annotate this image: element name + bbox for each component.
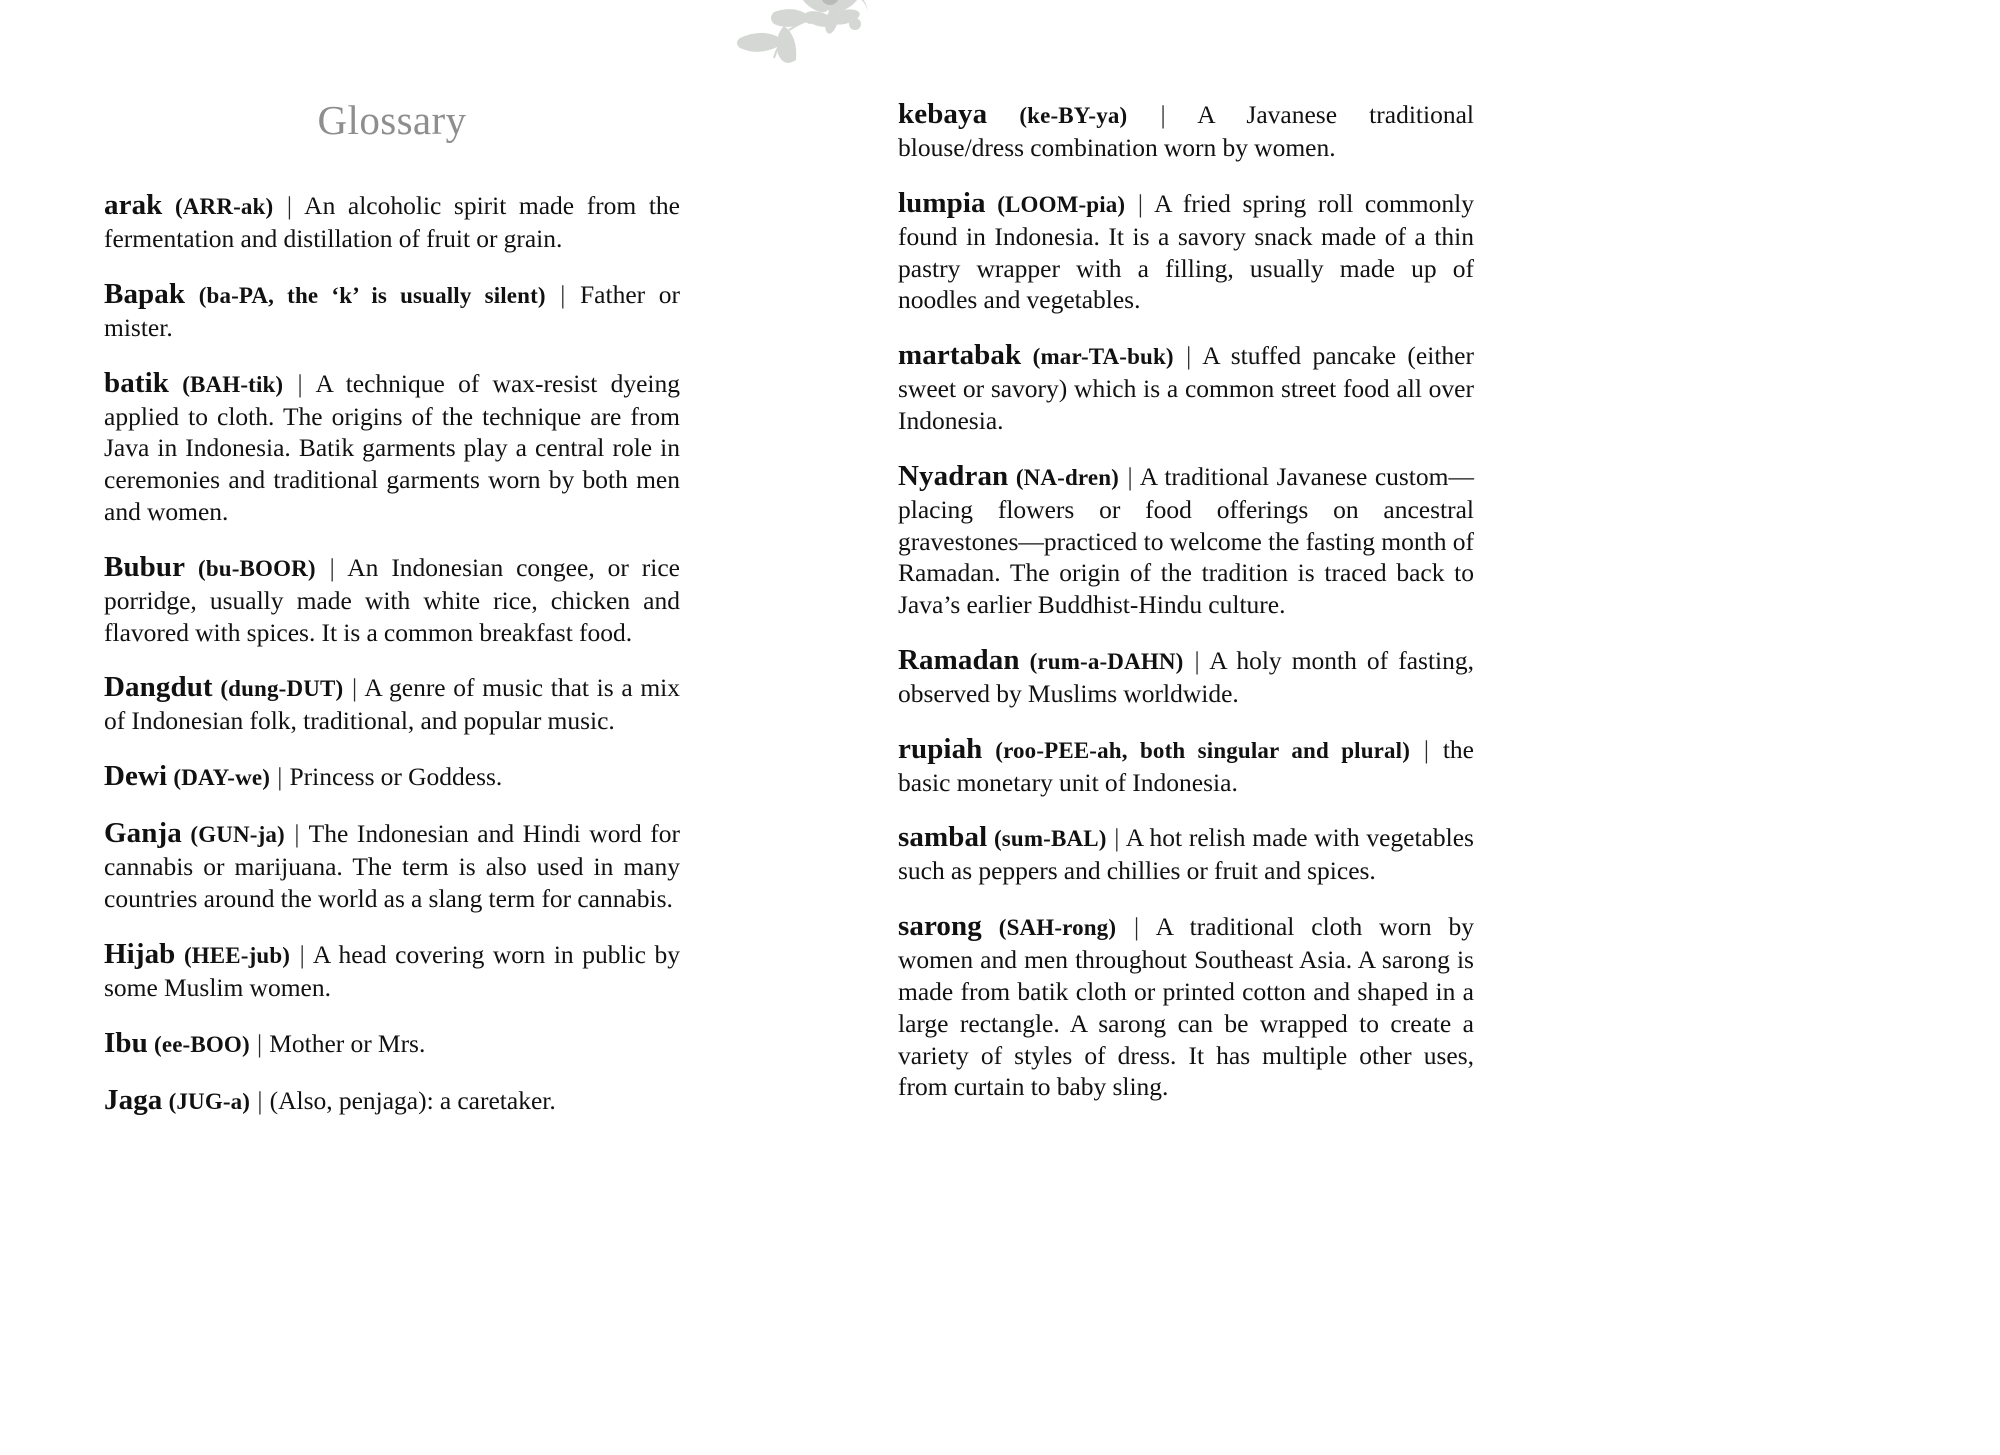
glossary-entry bbox=[104, 1025, 680, 1061]
entry-separator: | bbox=[1194, 645, 1200, 675]
entry-separator: | bbox=[1114, 823, 1120, 853]
glossary-entry bbox=[104, 187, 680, 255]
glossary-entry bbox=[104, 815, 680, 915]
entry-separator: | bbox=[560, 279, 566, 309]
entry-separator: | bbox=[1134, 912, 1140, 942]
entry-definition: A traditional Javanese custom—placing flowers or food offerings on ancestral gravestones—practiced to welcome the fasting month of Ramadan. The origin of the tradition is traced back to Java’s earlier Buddhist-Hindu culture. bbox=[898, 461, 1474, 619]
entry-definition: A Javanese traditional blouse/dress combination worn by women. bbox=[898, 100, 1474, 163]
entry-separator: | bbox=[286, 191, 292, 220]
entry-pronunciation: (roo-PEE-ah, both singular and plural) bbox=[995, 737, 1411, 763]
entry-pronunciation: (bu-BOOR) bbox=[198, 555, 316, 581]
entry-separator: | bbox=[294, 819, 300, 849]
entry-pronunciation: (BAH-tik) bbox=[182, 371, 284, 397]
entry-headword: Hijab bbox=[104, 937, 176, 970]
glossary-entry bbox=[104, 758, 680, 794]
glossary-entry bbox=[898, 185, 1474, 316]
entry-definition: Father or mister. bbox=[104, 279, 680, 342]
entry-pronunciation: (GUN-ja) bbox=[190, 822, 285, 848]
entry-headword: Nyadran bbox=[898, 459, 1009, 492]
entry-headword: Ibu bbox=[104, 1026, 148, 1059]
entry-definition: A hot relish made with vegetables such as peppers and chillies or fruit and spices. bbox=[898, 823, 1474, 886]
entry-definition: Princess or Goddess. bbox=[289, 762, 503, 792]
glossary-entry bbox=[898, 337, 1474, 437]
entry-separator: | bbox=[277, 762, 283, 792]
entry-separator: | bbox=[256, 1028, 263, 1058]
glossary-entry-list-left bbox=[104, 187, 680, 1118]
entry-definition: the basic monetary unit of Indonesia. bbox=[898, 734, 1474, 797]
right-column bbox=[898, 0, 1474, 1103]
entry-headword: Jaga bbox=[104, 1083, 163, 1116]
entry-separator: | bbox=[1137, 188, 1143, 218]
entry-separator: | bbox=[1160, 100, 1166, 129]
entry-separator: | bbox=[299, 939, 305, 969]
glossary-entry bbox=[898, 96, 1474, 164]
entry-separator: | bbox=[1186, 341, 1192, 371]
entry-definition: (Also, penjaga): a caretaker. bbox=[269, 1085, 556, 1115]
entry-headword: Bubur bbox=[104, 550, 186, 583]
entry-pronunciation: (ARR-ak) bbox=[174, 194, 274, 219]
entry-headword: sambal bbox=[898, 821, 988, 854]
floral-ornament-icon bbox=[722, 0, 892, 72]
entry-pronunciation: (dung-DUT) bbox=[220, 676, 344, 702]
entry-headword: lumpia bbox=[898, 186, 986, 219]
glossary-entry bbox=[898, 908, 1474, 1103]
entry-headword: rupiah bbox=[898, 732, 983, 765]
entry-headword: Ganja bbox=[104, 817, 182, 850]
entry-pronunciation: (rum-a-DAHN) bbox=[1029, 648, 1184, 674]
glossary-entry bbox=[898, 458, 1474, 621]
entry-separator: | bbox=[329, 552, 335, 582]
glossary-entry-list-right bbox=[898, 96, 1474, 1103]
entry-definition: A stuffed pancake (either sweet or savory) which is a common street food all over Indonesia. bbox=[898, 341, 1474, 435]
entry-headword: Ramadan bbox=[898, 643, 1020, 676]
entry-pronunciation: (ee-BOO) bbox=[154, 1031, 250, 1057]
entry-definition: An alcoholic spirit made from the fermentation and distillation of fruit or grain. bbox=[104, 191, 680, 254]
entry-headword: Dangdut bbox=[104, 671, 213, 704]
entry-separator: | bbox=[351, 673, 358, 703]
entry-headword: kebaya bbox=[898, 98, 988, 130]
entry-definition: A fried spring roll commonly found in Indonesia. It is a savory snack made of a thin pastry wrapper with a filling, usually made up of noodles and vegetables. bbox=[898, 188, 1474, 315]
entry-definition: Mother or Mrs. bbox=[269, 1028, 426, 1058]
entry-separator: | bbox=[257, 1085, 263, 1115]
entry-definition: The Indonesian and Hindi word for cannabis or marijuana. The term is also used in many countries around the world as a slang term for cannabis. bbox=[104, 819, 680, 913]
entry-pronunciation: (DAY-we) bbox=[173, 765, 271, 791]
entry-pronunciation: (ba-PA, the ‘k’ is usually silent) bbox=[198, 282, 546, 308]
entry-pronunciation: (HEE-jub) bbox=[183, 942, 291, 968]
glossary-entry bbox=[104, 1082, 680, 1118]
entry-separator: | bbox=[297, 368, 303, 398]
entry-pronunciation: (sum-BAL) bbox=[994, 826, 1107, 852]
entry-definition: A head covering worn in public by some Muslim women. bbox=[104, 939, 680, 1002]
glossary-entry bbox=[104, 365, 680, 528]
entry-pronunciation: (SAH-rong) bbox=[998, 915, 1117, 941]
entry-separator: | bbox=[1423, 734, 1429, 764]
glossary-entry bbox=[898, 731, 1474, 799]
entry-pronunciation: (JUG-a) bbox=[168, 1088, 251, 1114]
glossary-entry bbox=[104, 549, 680, 649]
entry-definition: A technique of wax-resist dyeing applied to cloth. The origins of the technique are from Java in Indonesia. Batik garments play a central role in ceremonies and traditional garments worn by both men and women. bbox=[104, 368, 680, 526]
glossary-entry bbox=[104, 669, 680, 737]
glossary-entry bbox=[104, 936, 680, 1004]
entry-pronunciation: (LOOM-pia) bbox=[997, 191, 1126, 217]
glossary-entry bbox=[898, 819, 1474, 887]
entry-pronunciation: (ke-BY-ya) bbox=[1019, 103, 1128, 128]
entry-definition: An Indonesian congee, or rice porridge, usually made with white rice, chicken and flavored with spices. It is a common breakfast food. bbox=[104, 552, 680, 647]
entry-definition: A traditional cloth worn by women and men throughout Southeast Asia. A sarong is made from batik cloth or printed cotton and shaped in a large rectangle. A sarong can be wrapped to create a variety of styles of dress. It has multiple other uses, from curtain to baby sling. bbox=[898, 912, 1474, 1102]
glossary-entry bbox=[898, 642, 1474, 710]
entry-headword: batik bbox=[104, 366, 169, 399]
entry-headword: Bapak bbox=[104, 277, 186, 310]
entry-headword: Dewi bbox=[104, 760, 168, 793]
entry-headword: martabak bbox=[898, 339, 1022, 372]
entry-pronunciation: (mar-TA-buk) bbox=[1032, 344, 1174, 370]
entry-definition: A holy month of fasting, observed by Muslims worldwide. bbox=[898, 645, 1475, 708]
entry-pronunciation: (NA-dren) bbox=[1015, 464, 1119, 490]
entry-headword: arak bbox=[104, 189, 163, 221]
entry-definition: A genre of music that is a mix of Indonesian folk, traditional, and popular music. bbox=[104, 673, 680, 736]
left-column bbox=[104, 0, 680, 1118]
entry-headword: sarong bbox=[898, 910, 982, 943]
glossary-entry bbox=[104, 276, 680, 344]
entry-separator: | bbox=[1127, 461, 1133, 491]
page-title: Glossary bbox=[317, 97, 467, 143]
